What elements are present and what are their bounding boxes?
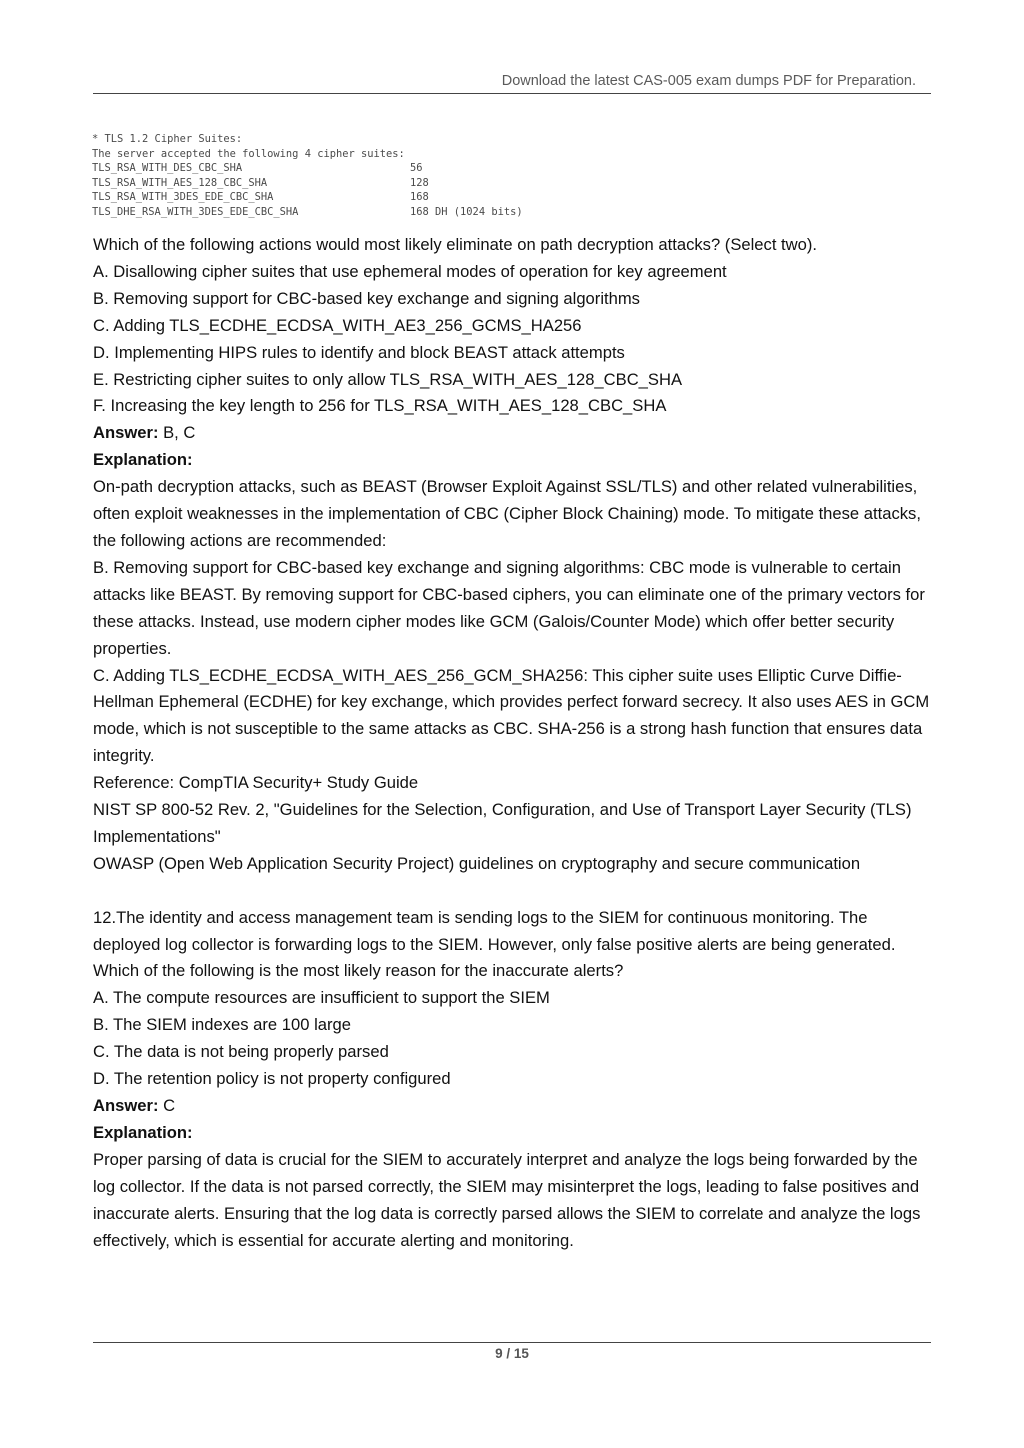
question-11-option-f: F. Increasing the key length to 256 for TLS_RSA_WITH_AES_128_CBC_SHA [93,396,667,416]
question-12-option-c: C. The data is not being properly parsed [93,1042,389,1062]
section-spacer [93,878,938,905]
answer-value: B, C [158,423,196,443]
answer-label: Answer: [93,423,159,443]
cipher-suites-terminal-output [92,132,552,220]
page-number: 9 / 15 [495,1346,529,1361]
terminal-row [92,161,552,176]
question-12-option-d: D. The retention policy is not property configured [93,1069,451,1089]
explanation-paragraph: B. Removing support for CBC-based key exchange and signing algorithms: CBC mode is vulnerable to certain attacks like BEAST. By removing support for CBC-based ciphers, you can eliminate one of the primary vectors for these attacks. Instead, use modern cipher modes like GCM (Galois/Counter Mode) which offer better security properties. [93,557,925,658]
footer-divider [93,1342,931,1343]
question-12-answer [93,1093,938,1120]
question-11-option-e: E. Restricting cipher suites to only allow TLS_RSA_WITH_AES_128_CBC_SHA [93,369,683,389]
header-divider [93,93,931,94]
question-11-answer [93,420,938,447]
cipher-suite-name: TLS_RSA_WITH_AES_128_CBC_SHA [92,176,268,189]
question-11-option-d: D. Implementing HIPS rules to identify and block BEAST attack attempts [93,342,625,362]
explanation-paragraph: C. Adding TLS_ECDHE_ECDSA_WITH_AES_256_GCM_SHA256: This cipher suite uses Elliptic Curve Diffie-Hellman Ephemeral (ECDHE) for key exchange, which provides perfect forward secrecy. It also uses AES in GCM mode, which is not susceptible to the same attacks as CBC. SHA-256 is a strong hash function that ensures data integrity. [93,665,930,766]
reference-line: OWASP (Open Web Application Security Project) guidelines on cryptography and secure communication [93,853,861,873]
cipher-suite-bits: 128 [410,176,429,189]
cipher-suite-bits: 168 DH (1024 bits) [410,205,523,218]
terminal-row [92,190,552,205]
reference-line: Reference: CompTIA Security+ Study Guide [93,773,419,793]
cipher-suite-name: TLS_DHE_RSA_WITH_3DES_EDE_CBC_SHA [92,205,299,218]
reference-line: NIST SP 800-52 Rev. 2, "Guidelines for the Selection, Configuration, and Use of Transport Layer Security (TLS) Implementations" [93,800,912,846]
question-11-option-a: A. Disallowing cipher suites that use ephemeral modes of operation for key agreement [93,261,727,281]
question-12-explanation-label: Explanation: [93,1122,193,1142]
cipher-suite-bits: 56 [410,162,423,175]
question-11-text: Which of the following actions would most likely eliminate on path decryption attacks? (Select two). [93,235,818,254]
answer-value: C [158,1095,176,1115]
cipher-suite-name: TLS_RSA_WITH_3DES_EDE_CBC_SHA [92,191,274,204]
page-header-text: Download the latest CAS-005 exam dumps PDF for Preparation. [501,73,916,89]
question-11-option-c: C. Adding TLS_ECDHE_ECDSA_WITH_AE3_256_GCMS_HA256 [93,315,582,335]
terminal-row [92,205,552,220]
cipher-suite-name: TLS_RSA_WITH_DES_CBC_SHA [92,162,243,175]
terminal-row [92,176,552,191]
document-body [93,232,938,1254]
question-12-option-b: B. The SIEM indexes are 100 large [93,1015,351,1035]
terminal-subtitle: The server accepted the following 4 cipher suites: [92,147,405,160]
terminal-title: * TLS 1.2 Cipher Suites: [92,133,243,145]
answer-label: Answer: [93,1095,159,1115]
question-12-prompt: Which of the following is the most likely reason for the inaccurate alerts? [93,961,624,981]
question-11-option-b: B. Removing support for CBC-based key exchange and signing algorithms [93,288,640,308]
explanation-paragraph: Proper parsing of data is crucial for the SIEM to accurately interpret and analyze the logs being forwarded by the log collector. If the data is not parsed correctly, the SIEM may misinterpret the logs, leading to false positives and inaccurate alerts. Ensuring that the log data is correctly parsed allows the SIEM to correlate and analyze the logs effectively, which is essential for accurate alerting and monitoring. [93,1149,921,1250]
question-12-text: 12.The identity and access management team is sending logs to the SIEM for continuous monitoring. The deployed log collector is forwarding logs to the SIEM. However, only false positive alerts are being generated. [93,907,896,954]
cipher-suite-bits: 168 [410,191,429,204]
explanation-paragraph: On-path decryption attacks, such as BEAST (Browser Exploit Against SSL/TLS) and other related vulnerabilities, often exploit weaknesses in the implementation of CBC (Cipher Block Chaining) mode. To mitigate these attacks, the following actions are recommended: [93,477,921,550]
question-11-explanation-label: Explanation: [93,450,193,470]
question-12-option-a: A. The compute resources are insufficient to support the SIEM [93,988,550,1008]
